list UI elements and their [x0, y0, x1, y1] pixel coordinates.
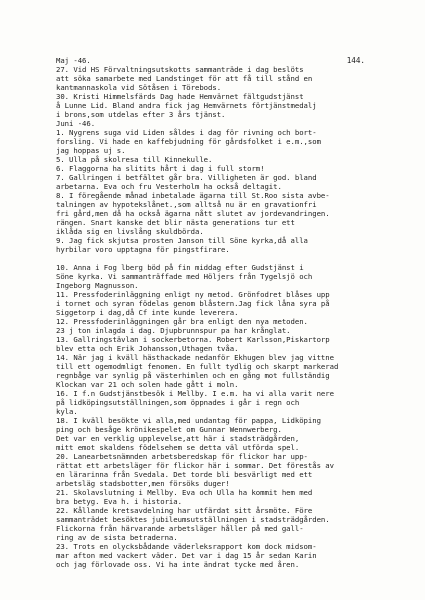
diary-line: 27. Vid HS Förvaltningsutskotts sammanträde i dag beslöts — [56, 65, 304, 74]
diary-line: i brons,som utdelas efter 3 års tjänst. — [56, 110, 226, 119]
diary-line: 23. Trots en olycksbådande väderleksrapport kom dock midsom- — [56, 542, 317, 551]
diary-line: Ingeborg Magnusson. — [56, 281, 139, 290]
diary-line: ping och besåge krönikespelet om Gunnar Wennwerberg. — [56, 425, 282, 434]
diary-line: kyla. — [56, 407, 78, 416]
diary-line: å Lunne Lid. Bland andra fick jag Hemvärnets förtjänstmedalj — [56, 101, 317, 110]
diary-line: 1. Nygrens suga vid Liden såldes i dag för rivning och bort- — [56, 128, 317, 137]
diary-line: 8. I föregående månad inbetalade ägarna till St.Roo sista avbe- — [56, 191, 330, 200]
diary-line: på lidköpingsutställningen,som öppnades i går i regn och — [56, 398, 300, 407]
diary-line: mar afton med vackert väder. Det var i dag 15 år sedan Karin — [56, 551, 317, 560]
diary-line: Klockan var 21 och solen hade gått i moln. — [56, 380, 239, 389]
diary-line: Söne kyrka. Vi sammanträffade med Höljers från Tygelsjö och — [56, 272, 313, 281]
diary-line: 13. Gallringstävlan i sockerbetorna. Robert Karlsson,Piskartorp — [56, 335, 330, 344]
diary-line: arbetarna. Eva och fru Vesterholm ha också deltagit. — [56, 182, 282, 191]
diary-line: en lärarinna från Svedala. Det torde bli besvärligt med ett — [56, 470, 313, 479]
diary-line: Maj -46. — [56, 56, 91, 65]
diary-line: till ett ogemodmligt fenomen. En fullt tydlig och skarpt markerad — [56, 362, 339, 371]
diary-line: kantmannaskola vid Sötåsen i Törebods. — [56, 83, 222, 92]
diary-line: mitt emot skaldens födelsehem se detta väl utförda spel. — [56, 443, 300, 452]
diary-line: 14. När jag i kväll hästhackade nedanför Ekhugen blev jag vittne — [56, 353, 334, 362]
diary-line: 21. Skolavslutning i Mellby. Eva och Ulla ha kommit hem med — [56, 488, 313, 497]
diary-line: 12. Pressfoderinläggningen går bra enligt den nya metoden. — [56, 317, 308, 326]
diary-line: 23 j ton inlagda i dag. Djupbrunnspur pa har krånglat. — [56, 326, 291, 335]
diary-line: Flickorna från härvarande arbetsläger håller på med gall- — [56, 524, 304, 533]
diary-line: regnbåge var synlig på västerhimlen och en gång mot fullständig — [56, 371, 330, 380]
diary-line: iklåda sig en livslång skuldbörda. — [56, 227, 204, 236]
diary-line: blev etta och Erik Johansson,Uthagen tvåa. — [56, 344, 239, 353]
diary-line: 16. I f.n Gudstjänstbesök i Mellby. I e.m. ha vi alla varit nere — [56, 389, 334, 398]
diary-line: jag hoppas uj s. — [56, 146, 126, 155]
diary-line: 7. Gallringen i betfältet går bra. Villigheten är god. bland — [56, 173, 317, 182]
diary-line: rättat ett arbetsläger för flickor här i sommar. Det förestås av — [56, 461, 334, 470]
diary-line: sammanträdet besöktes jubileumsutställningen i stadsträdgården. — [56, 515, 330, 524]
diary-line: 20. Lanearbetsnämnden arbetsberedskap för flickor har upp- — [56, 452, 308, 461]
diary-line: och jag förlovade oss. Vi ha inte ändrat tycke med åren. — [56, 560, 300, 569]
diary-line: Juni -46. — [56, 119, 96, 128]
diary-line: att söka samarbete med Landstinget för att få till stånd en — [56, 74, 313, 83]
diary-line: i tornet och syran födelas genom blåstern.Jag fick låna syra på — [56, 299, 330, 308]
diary-line: 10. Anna i Fog lberg böd på fin middag efter Gudstjänst i — [56, 263, 304, 272]
diary-line: 30. Kristi Himmelsfärds Dag hade Hemvärnet fältgudstjänst — [56, 92, 304, 101]
diary-line: 18. I kväll besökte vi alla,med undantag för pappa, Lidköping — [56, 416, 321, 425]
diary-line: rängen. Snart kanske det blir nästa generations tur ett — [56, 218, 295, 227]
diary-line: talningen av hypotekslånet.,som alltså nu är en gravationfri — [56, 200, 317, 209]
diary-line: hyrbilar voro upptagna för pingstfirare. — [56, 245, 230, 254]
diary-line: ring av de sista betraderna. — [56, 533, 178, 542]
diary-line: 22. Kållande kretsavdelning har utfärdat sitt årsmöte. Före — [56, 506, 313, 515]
diary-line: Siggetorp i dag,då Cf inte kunde leverera. — [56, 308, 239, 317]
diary-line: bra betyg. Eva h. i historia. — [56, 497, 182, 506]
page-number: 144. — [346, 56, 365, 65]
diary-line: Det var en verklig upplevelse,att här i stadsträdgården, — [56, 434, 300, 443]
diary-line: 5. Ulla på skolresa till Kinnekulle. — [56, 155, 213, 164]
diary-line: 6. Flaggorna ha slitits hårt i dag i full storm! — [56, 164, 265, 173]
diary-line: arbetsläg stadsbotter,men försöks duger! — [56, 479, 230, 488]
diary-line: forsling. Vi hade en kaffebjudning för gårdsfolket i e.m.,som — [56, 137, 321, 146]
diary-line: 9. Jag fick skjutsa prosten Janson till Söne kyrka,då alla — [56, 236, 308, 245]
diary-line: 11. Pressfoderinläggning enligt ny metod. Grönfodret blåses upp — [56, 290, 330, 299]
diary-line: fri gård,men då ha också ägarna nått slutet av jordevandringen. — [56, 209, 330, 218]
